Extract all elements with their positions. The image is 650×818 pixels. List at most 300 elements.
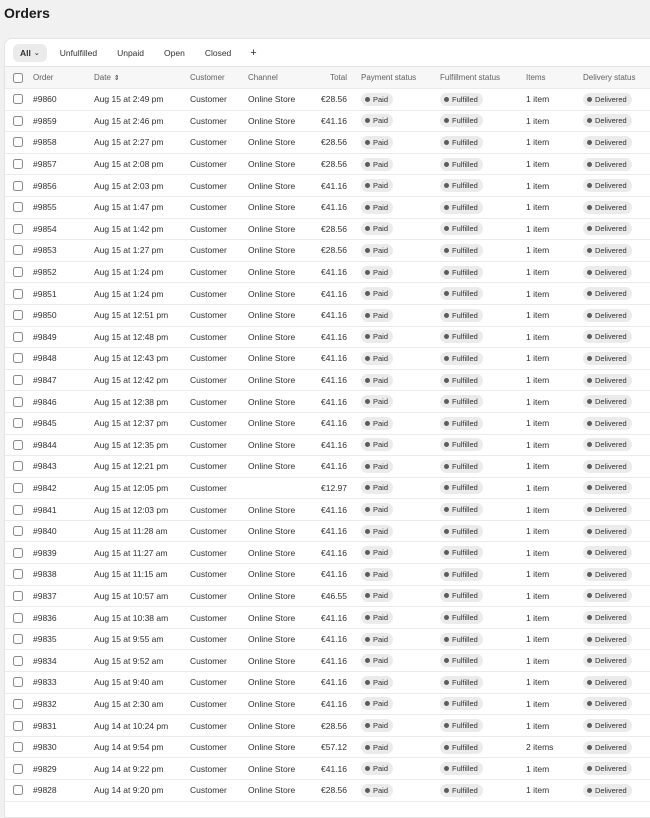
- table-row[interactable]: [5, 327, 650, 349]
- row-checkbox[interactable]: [13, 440, 23, 450]
- fulfillment-status-badge-label: Fulfilled: [452, 375, 478, 385]
- column-header-date-label: Date: [94, 73, 111, 82]
- delivery-status-badge: [583, 654, 632, 667]
- order-number[interactable]: #9855: [33, 202, 57, 213]
- item-count[interactable]: 1 item: [526, 461, 550, 472]
- payment-status-badge: [361, 525, 393, 538]
- order-number[interactable]: #9834: [33, 655, 57, 666]
- payment-status-badge-label: Paid: [373, 418, 389, 428]
- order-number[interactable]: #9836: [33, 612, 57, 623]
- order-number[interactable]: #9842: [33, 482, 57, 493]
- fulfillment-status-badge-label: Fulfilled: [452, 137, 478, 147]
- select-all-checkbox[interactable]: [13, 73, 23, 83]
- status-dot-icon: [365, 572, 370, 577]
- payment-status-badge: [361, 417, 393, 430]
- item-count[interactable]: 1 item: [526, 180, 550, 191]
- row-checkbox[interactable]: [13, 634, 23, 644]
- order-number[interactable]: #9829: [33, 763, 57, 774]
- customer-name: Customer: [190, 763, 227, 774]
- order-number[interactable]: #9847: [33, 375, 57, 386]
- table-row[interactable]: [5, 391, 650, 413]
- order-total: €28.56: [321, 159, 347, 170]
- delivery-status-badge-label: Delivered: [595, 764, 627, 774]
- customer-name: Customer: [190, 180, 227, 191]
- customer-name: Customer: [190, 202, 227, 213]
- tab-unpaid[interactable]: [110, 44, 151, 62]
- payment-status-badge: [361, 114, 393, 127]
- column-header-items[interactable]: Items: [526, 73, 546, 82]
- status-dot-icon: [587, 118, 592, 123]
- payment-status-badge: [361, 222, 393, 235]
- payment-status-badge-label: Paid: [373, 785, 389, 795]
- status-dot-icon: [365, 205, 370, 210]
- customer-name: Customer: [190, 720, 227, 731]
- item-count[interactable]: 1 item: [526, 785, 550, 796]
- order-date: Aug 15 at 9:55 am: [94, 634, 164, 645]
- sales-channel: Online Store: [248, 504, 296, 515]
- order-number[interactable]: #9844: [33, 439, 57, 450]
- payment-status-badge-label: Paid: [373, 137, 389, 147]
- customer-name: Customer: [190, 115, 227, 126]
- fulfillment-status-badge-label: Fulfilled: [452, 591, 478, 601]
- status-dot-icon: [587, 162, 592, 167]
- item-count[interactable]: 1 item: [526, 590, 550, 601]
- table-row[interactable]: [5, 650, 650, 672]
- item-count[interactable]: 1 item: [526, 698, 550, 709]
- item-count[interactable]: 1 item: [526, 482, 550, 493]
- status-dot-icon: [587, 723, 592, 728]
- order-date: Aug 15 at 12:48 pm: [94, 331, 169, 342]
- sales-channel: Online Store: [248, 223, 296, 234]
- order-number[interactable]: #9831: [33, 720, 57, 731]
- row-checkbox[interactable]: [13, 699, 23, 709]
- order-total: €41.16: [321, 396, 347, 407]
- item-count[interactable]: 1 item: [526, 245, 550, 256]
- status-dot-icon: [587, 637, 592, 642]
- status-dot-icon: [365, 723, 370, 728]
- status-dot-icon: [587, 442, 592, 447]
- status-dot-icon: [365, 334, 370, 339]
- row-checkbox[interactable]: [13, 548, 23, 558]
- row-checkbox[interactable]: [13, 267, 23, 277]
- payment-status-badge: [361, 654, 393, 667]
- status-dot-icon: [587, 658, 592, 663]
- add-view-button[interactable]: [244, 45, 262, 61]
- fulfillment-status-badge: [440, 611, 483, 624]
- table-row[interactable]: [5, 413, 650, 435]
- item-count[interactable]: 1 item: [526, 94, 550, 105]
- status-dot-icon: [365, 421, 370, 426]
- sales-channel: Online Store: [248, 655, 296, 666]
- fulfillment-status-badge: [440, 417, 483, 430]
- sales-channel: Online Store: [248, 310, 296, 321]
- row-checkbox[interactable]: [13, 677, 23, 687]
- item-count[interactable]: 1 item: [526, 353, 550, 364]
- row-checkbox[interactable]: [13, 289, 23, 299]
- row-checkbox[interactable]: [13, 202, 23, 212]
- payment-status-badge-label: Paid: [373, 483, 389, 493]
- row-checkbox[interactable]: [13, 159, 23, 169]
- item-count[interactable]: 1 item: [526, 547, 550, 558]
- table-row[interactable]: [5, 780, 650, 802]
- row-checkbox[interactable]: [13, 181, 23, 191]
- payment-status-badge: [361, 741, 393, 754]
- sales-channel: Online Store: [248, 288, 296, 299]
- status-dot-icon: [587, 183, 592, 188]
- sales-channel: Online Store: [248, 677, 296, 688]
- order-number[interactable]: #9849: [33, 331, 57, 342]
- customer-name: Customer: [190, 375, 227, 386]
- page-title: Orders: [4, 5, 50, 21]
- customer-name: Customer: [190, 482, 227, 493]
- status-dot-icon: [444, 334, 449, 339]
- row-checkbox[interactable]: [13, 332, 23, 342]
- status-dot-icon: [365, 162, 370, 167]
- item-count[interactable]: 1 item: [526, 720, 550, 731]
- row-checkbox[interactable]: [13, 721, 23, 731]
- order-number[interactable]: #9832: [33, 698, 57, 709]
- payment-status-badge-label: Paid: [373, 505, 389, 515]
- column-header-order[interactable]: Order: [33, 73, 54, 82]
- item-count[interactable]: 1 item: [526, 634, 550, 645]
- order-number[interactable]: #9841: [33, 504, 57, 515]
- order-date: Aug 15 at 9:52 am: [94, 655, 164, 666]
- fulfillment-status-badge-label: Fulfilled: [452, 634, 478, 644]
- order-number[interactable]: #9838: [33, 569, 57, 580]
- order-number[interactable]: #9851: [33, 288, 57, 299]
- order-number[interactable]: #9845: [33, 418, 57, 429]
- order-number[interactable]: #9852: [33, 267, 57, 278]
- table-row[interactable]: [5, 737, 650, 759]
- delivery-status-badge: [583, 417, 632, 430]
- order-number[interactable]: #9846: [33, 396, 57, 407]
- table-row[interactable]: [5, 435, 650, 457]
- item-count[interactable]: 1 item: [526, 655, 550, 666]
- order-total: €28.56: [321, 137, 347, 148]
- status-dot-icon: [444, 97, 449, 102]
- table-row[interactable]: [5, 715, 650, 737]
- status-dot-icon: [444, 248, 449, 253]
- order-total: €41.16: [321, 655, 347, 666]
- status-dot-icon: [365, 615, 370, 620]
- order-number[interactable]: #9840: [33, 526, 57, 537]
- customer-name: Customer: [190, 94, 227, 105]
- fulfillment-status-badge-label: Fulfilled: [452, 785, 478, 795]
- order-number[interactable]: #9833: [33, 677, 57, 688]
- sales-channel: Online Store: [248, 94, 296, 105]
- sales-channel: Online Store: [248, 159, 296, 170]
- table-row[interactable]: [5, 456, 650, 478]
- table-row[interactable]: [5, 89, 650, 111]
- column-header-date[interactable]: [94, 67, 120, 88]
- payment-status-badge-label: Paid: [373, 181, 389, 191]
- item-count[interactable]: 1 item: [526, 504, 550, 515]
- table-row[interactable]: [5, 607, 650, 629]
- fulfillment-status-badge-label: Fulfilled: [452, 418, 478, 428]
- row-checkbox[interactable]: [13, 397, 23, 407]
- status-dot-icon: [587, 464, 592, 469]
- row-checkbox[interactable]: [13, 483, 23, 493]
- table-row[interactable]: [5, 564, 650, 586]
- payment-status-badge: [361, 697, 393, 710]
- status-dot-icon: [444, 313, 449, 318]
- order-date: Aug 15 at 1:24 pm: [94, 267, 164, 278]
- row-checkbox[interactable]: [13, 224, 23, 234]
- status-dot-icon: [444, 593, 449, 598]
- fulfillment-status-badge: [440, 309, 483, 322]
- payment-status-badge-label: Paid: [373, 289, 389, 299]
- delivery-status-badge-label: Delivered: [595, 418, 627, 428]
- order-date: Aug 15 at 1:24 pm: [94, 288, 164, 299]
- table-row[interactable]: [5, 219, 650, 241]
- table-row[interactable]: [5, 305, 650, 327]
- table-row[interactable]: [5, 499, 650, 521]
- column-header-total[interactable]: Total: [330, 73, 347, 82]
- fulfillment-status-badge: [440, 633, 483, 646]
- customer-name: Customer: [190, 655, 227, 666]
- table-row[interactable]: [5, 672, 650, 694]
- item-count[interactable]: 1 item: [526, 115, 550, 126]
- order-number[interactable]: #9837: [33, 590, 57, 601]
- row-checkbox[interactable]: [13, 613, 23, 623]
- order-number[interactable]: #9843: [33, 461, 57, 472]
- table-row[interactable]: [5, 132, 650, 154]
- row-checkbox[interactable]: [13, 245, 23, 255]
- delivery-status-badge: [583, 697, 632, 710]
- table-row[interactable]: [5, 542, 650, 564]
- item-count[interactable]: 2 items: [526, 742, 554, 753]
- sales-channel: Online Store: [248, 353, 296, 364]
- order-date: Aug 15 at 11:27 am: [94, 547, 168, 558]
- customer-name: Customer: [190, 526, 227, 537]
- row-checkbox[interactable]: [13, 569, 23, 579]
- table-row[interactable]: [5, 586, 650, 608]
- order-number[interactable]: #9853: [33, 245, 57, 256]
- payment-status-badge-label: Paid: [373, 461, 389, 471]
- row-checkbox[interactable]: [13, 461, 23, 471]
- table-row[interactable]: [5, 175, 650, 197]
- item-count[interactable]: 1 item: [526, 310, 550, 321]
- payment-status-badge: [361, 179, 393, 192]
- table-row[interactable]: [5, 197, 650, 219]
- fulfillment-status-badge-label: Fulfilled: [452, 332, 478, 342]
- table-row[interactable]: [5, 629, 650, 651]
- item-count[interactable]: 1 item: [526, 526, 550, 537]
- item-count[interactable]: 1 item: [526, 439, 550, 450]
- status-dot-icon: [365, 291, 370, 296]
- tab-unfulfilled[interactable]: [53, 44, 104, 62]
- column-header-customer[interactable]: Customer: [190, 73, 225, 82]
- row-checkbox[interactable]: [13, 137, 23, 147]
- table-row[interactable]: [5, 521, 650, 543]
- item-count[interactable]: 1 item: [526, 159, 550, 170]
- delivery-status-badge-label: Delivered: [595, 548, 627, 558]
- fulfillment-status-badge-label: Fulfilled: [452, 526, 478, 536]
- sales-channel: Online Store: [248, 137, 296, 148]
- row-checkbox[interactable]: [13, 526, 23, 536]
- table-row[interactable]: [5, 758, 650, 780]
- status-dot-icon: [587, 745, 592, 750]
- payment-status-badge-label: Paid: [373, 440, 389, 450]
- item-count[interactable]: 1 item: [526, 763, 550, 774]
- delivery-status-badge: [583, 395, 632, 408]
- status-dot-icon: [587, 270, 592, 275]
- column-header-delivery-status[interactable]: Delivery status: [583, 73, 636, 82]
- sales-channel: Online Store: [248, 245, 296, 256]
- column-header-fulfillment-status[interactable]: Fulfillment status: [440, 73, 501, 82]
- delivery-status-badge-label: Delivered: [595, 591, 627, 601]
- table-row[interactable]: [5, 111, 650, 133]
- payment-status-badge-label: Paid: [373, 353, 389, 363]
- row-checkbox[interactable]: [13, 591, 23, 601]
- delivery-status-badge: [583, 481, 632, 494]
- fulfillment-status-badge-label: Fulfilled: [452, 202, 478, 212]
- row-checkbox[interactable]: [13, 418, 23, 428]
- payment-status-badge: [361, 546, 393, 559]
- payment-status-badge-label: Paid: [373, 548, 389, 558]
- order-number[interactable]: #9860: [33, 94, 57, 105]
- tab-open[interactable]: [157, 44, 192, 62]
- status-dot-icon: [587, 529, 592, 534]
- status-dot-icon: [444, 118, 449, 123]
- status-dot-icon: [587, 550, 592, 555]
- tab-closed[interactable]: [198, 44, 238, 62]
- delivery-status-badge: [583, 568, 632, 581]
- table-row[interactable]: [5, 240, 650, 262]
- sales-channel: Online Store: [248, 785, 296, 796]
- sales-channel: Online Store: [248, 418, 296, 429]
- status-dot-icon: [444, 399, 449, 404]
- column-header-payment-status[interactable]: Payment status: [361, 73, 417, 82]
- tab-all[interactable]: [13, 44, 47, 62]
- payment-status-badge: [361, 460, 393, 473]
- item-count[interactable]: 1 item: [526, 396, 550, 407]
- delivery-status-badge-label: Delivered: [595, 461, 627, 471]
- status-dot-icon: [587, 97, 592, 102]
- payment-status-badge: [361, 287, 393, 300]
- fulfillment-status-badge-label: Fulfilled: [452, 569, 478, 579]
- order-total: €41.16: [321, 526, 347, 537]
- order-number[interactable]: #9839: [33, 547, 57, 558]
- customer-name: Customer: [190, 223, 227, 234]
- status-dot-icon: [444, 507, 449, 512]
- row-checkbox[interactable]: [13, 742, 23, 752]
- item-count[interactable]: 1 item: [526, 202, 550, 213]
- table-row[interactable]: [5, 262, 650, 284]
- item-count[interactable]: 1 item: [526, 375, 550, 386]
- order-number[interactable]: #9857: [33, 159, 57, 170]
- sort-icon[interactable]: ⇕: [113, 74, 120, 82]
- delivery-status-badge-label: Delivered: [595, 116, 627, 126]
- status-dot-icon: [444, 464, 449, 469]
- delivery-status-badge-label: Delivered: [595, 613, 627, 623]
- fulfillment-status-badge: [440, 762, 483, 775]
- item-count[interactable]: 1 item: [526, 267, 550, 278]
- table-row[interactable]: [5, 348, 650, 370]
- order-number[interactable]: #9835: [33, 634, 57, 645]
- table-row[interactable]: [5, 694, 650, 716]
- item-count[interactable]: 1 item: [526, 223, 550, 234]
- payment-status-badge: [361, 352, 393, 365]
- customer-name: Customer: [190, 504, 227, 515]
- row-checkbox[interactable]: [13, 116, 23, 126]
- order-total: €28.56: [321, 245, 347, 256]
- order-number[interactable]: #9858: [33, 137, 57, 148]
- payment-status-badge-label: Paid: [373, 397, 389, 407]
- table-row[interactable]: [5, 283, 650, 305]
- order-number[interactable]: #9828: [33, 785, 57, 796]
- status-dot-icon: [365, 485, 370, 490]
- order-number[interactable]: #9830: [33, 742, 57, 753]
- payment-status-badge-label: Paid: [373, 634, 389, 644]
- status-dot-icon: [587, 485, 592, 490]
- item-count[interactable]: 1 item: [526, 569, 550, 580]
- status-dot-icon: [444, 637, 449, 642]
- order-number[interactable]: #9848: [33, 353, 57, 364]
- status-dot-icon: [365, 183, 370, 188]
- fulfillment-status-badge: [440, 481, 483, 494]
- status-dot-icon: [365, 680, 370, 685]
- row-checkbox[interactable]: [13, 656, 23, 666]
- item-count[interactable]: 1 item: [526, 288, 550, 299]
- status-dot-icon: [365, 226, 370, 231]
- row-checkbox[interactable]: [13, 353, 23, 363]
- order-date: Aug 15 at 10:38 am: [94, 612, 169, 623]
- customer-name: Customer: [190, 267, 227, 278]
- order-number[interactable]: #9856: [33, 180, 57, 191]
- item-count[interactable]: 1 item: [526, 418, 550, 429]
- fulfillment-status-badge-label: Fulfilled: [452, 181, 478, 191]
- status-dot-icon: [587, 766, 592, 771]
- item-count[interactable]: 1 item: [526, 677, 550, 688]
- delivery-status-badge: [583, 136, 632, 149]
- table-row[interactable]: [5, 370, 650, 392]
- payment-status-badge-label: Paid: [373, 310, 389, 320]
- table-row[interactable]: [5, 478, 650, 500]
- order-number[interactable]: #9850: [33, 310, 57, 321]
- payment-status-badge: [361, 93, 393, 106]
- item-count[interactable]: 1 item: [526, 331, 550, 342]
- order-total: €57.12: [321, 742, 347, 753]
- fulfillment-status-badge-label: Fulfilled: [452, 267, 478, 277]
- table-row[interactable]: [5, 154, 650, 176]
- row-checkbox[interactable]: [13, 375, 23, 385]
- row-checkbox[interactable]: [13, 764, 23, 774]
- order-date: Aug 15 at 11:15 am: [94, 569, 168, 580]
- fulfillment-status-badge-label: Fulfilled: [452, 116, 478, 126]
- payment-status-badge-label: Paid: [373, 245, 389, 255]
- row-checkbox[interactable]: [13, 94, 23, 104]
- delivery-status-badge: [583, 633, 632, 646]
- delivery-status-badge-label: Delivered: [595, 440, 627, 450]
- item-count[interactable]: 1 item: [526, 137, 550, 148]
- row-checkbox[interactable]: [13, 785, 23, 795]
- status-dot-icon: [365, 550, 370, 555]
- column-header-channel[interactable]: Channel: [248, 73, 278, 82]
- status-dot-icon: [587, 140, 592, 145]
- order-number[interactable]: #9854: [33, 223, 57, 234]
- customer-name: Customer: [190, 742, 227, 753]
- item-count[interactable]: 1 item: [526, 612, 550, 623]
- row-checkbox[interactable]: [13, 310, 23, 320]
- status-dot-icon: [587, 701, 592, 706]
- order-date: Aug 15 at 10:57 am: [94, 590, 169, 601]
- payment-status-badge: [361, 589, 393, 602]
- row-checkbox[interactable]: [13, 505, 23, 515]
- order-number[interactable]: #9859: [33, 115, 57, 126]
- status-dot-icon: [365, 313, 370, 318]
- fulfillment-status-badge-label: Fulfilled: [452, 224, 478, 234]
